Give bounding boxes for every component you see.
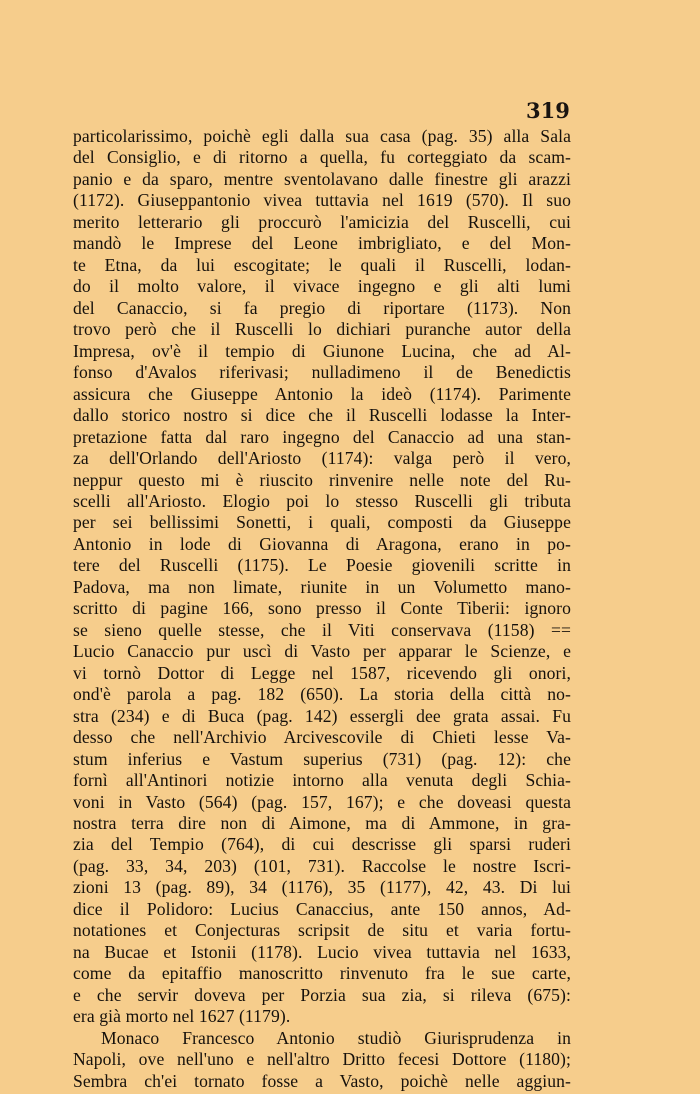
text-line: tere del Ruscelli (1175). Le Poesie giovenili scritte in	[73, 555, 571, 576]
text-line: Napoli, ove nell'uno e nell'altro Dritto fecesi Dottore (1180);	[73, 1049, 571, 1070]
text-line: dice il Polidoro: Lucius Canaccius, ante 150 annos, Ad-	[73, 898, 571, 919]
text-line: Antonio in lode di Giovanna di Aragona, erano in po-	[73, 533, 571, 554]
page-number: 319	[526, 98, 570, 123]
text-line: na Bucae et Istonii (1178). Lucio vivea tuttavia nel 1633,	[73, 941, 571, 962]
text-line: come da epitaffio manoscritto rinvenuto fra le sue carte,	[73, 963, 571, 984]
text-line: fonso d'Avalos riferivasi; nulladimeno il de Benedictis	[73, 362, 571, 383]
text-line: per sei bellissimi Sonetti, i quali, composti da Giuseppe	[73, 512, 571, 533]
text-line: ond'è parola a pag. 182 (650). La storia della città no-	[73, 684, 571, 705]
text-line: del Consiglio, e di ritorno a quella, fu corteggiato da scam-	[73, 147, 571, 168]
text-line: panio e da sparo, mentre sventolavano dalle finestre gli arazzi	[73, 168, 571, 189]
text-line: fornì all'Antinori notizie intorno alla venuta degli Schia-	[73, 770, 571, 791]
text-line: (pag. 33, 34, 203) (101, 731). Raccolse le nostre Iscri-	[73, 855, 571, 876]
text-line: stra (234) e di Buca (pag. 142) essergli dee grata assai. Fu	[73, 705, 571, 726]
text-line: pretazione fatta dal raro ingegno del Canaccio ad una stan-	[73, 426, 571, 447]
text-line: trovo però che il Ruscelli lo dichiari puranche autor della	[73, 319, 571, 340]
text-line: Impresa, ov'è il tempio di Giunone Lucina, che ad Al-	[73, 340, 571, 361]
text-line: merito letterario gli proccurò l'amicizia del Ruscelli, cui	[73, 211, 571, 232]
text-line: Sembra ch'ei tornato fosse a Vasto, poichè nelle aggiun-	[73, 1070, 571, 1091]
text-line: del Canaccio, si fa pregio di riportare (1173). Non	[73, 297, 571, 318]
text-line: do il molto valore, il vivace ingegno e gli alti lumi	[73, 276, 571, 297]
text-line: desso che nell'Archivio Arcivescovile di Chieti lesse Va-	[73, 727, 571, 748]
text-line: scelli all'Ariosto. Elogio poi lo stesso Ruscelli gli tributa	[73, 490, 571, 511]
text-line: te Etna, da lui escogitate; le quali il Ruscelli, lodan-	[73, 254, 571, 275]
text-line: zioni 13 (pag. 89), 34 (1176), 35 (1177), 42, 43. Di lui	[73, 877, 571, 898]
text-line: nostra terra dire non di Aimone, ma di Ammone, in gra-	[73, 813, 571, 833]
text-line: Lucio Canaccio pur uscì di Vasto per apparar le Scienze, e	[73, 641, 571, 662]
text-line: notationes et Conjecturas scripsit de situ et varia fortu-	[73, 920, 571, 941]
text-line: scritto di pagine 166, sono presso il Conte Tiberii: ignoro	[73, 598, 571, 619]
text-line: Padova, ma non limate, riunite in un Volumetto mano-	[73, 576, 571, 597]
text-line: (1172). Giuseppantonio vivea tuttavia nel 1619 (570). Il suo	[73, 190, 571, 211]
text-line: se sieno quelle stesse, che il Viti conservava (1158) ==	[73, 619, 571, 640]
text-line: era già morto nel 1627 (1179).	[73, 1006, 291, 1027]
body-text	[73, 126, 571, 1092]
text-line: assicura che Giuseppe Antonio la ideò (1174). Parimente	[73, 383, 571, 404]
text-line: neppur questo mi è riuscito rinvenire nelle note del Ru-	[73, 469, 571, 490]
text-line: Monaco Francesco Antonio studiò Giurisprudenza in	[101, 1027, 571, 1048]
text-line: particolarissimo, poichè egli dalla sua casa (pag. 35) alla Sala	[73, 126, 571, 146]
text-line: vi tornò Dottor di Legge nel 1587, ricevendo gli onori,	[73, 662, 571, 683]
text-line: zia del Tempio (764), di cui descrisse gli sparsi ruderi	[73, 834, 571, 855]
text-line: voni in Vasto (564) (pag. 157, 167); e che doveasi questa	[73, 791, 571, 812]
text-line: za dell'Orlando dell'Ariosto (1174): valga però il vero,	[73, 448, 571, 469]
text-line: e che servir doveva per Porzia sua zia, si rileva (675):	[73, 984, 571, 1005]
text-line: dallo storico nostro si dice che il Ruscelli lodasse la Inter-	[73, 405, 571, 426]
text-line: stum inferius e Vastum superius (731) (pag. 12): che	[73, 748, 571, 769]
text-line: mandò le Imprese del Leone imbrigliato, e del Mon-	[73, 233, 571, 254]
